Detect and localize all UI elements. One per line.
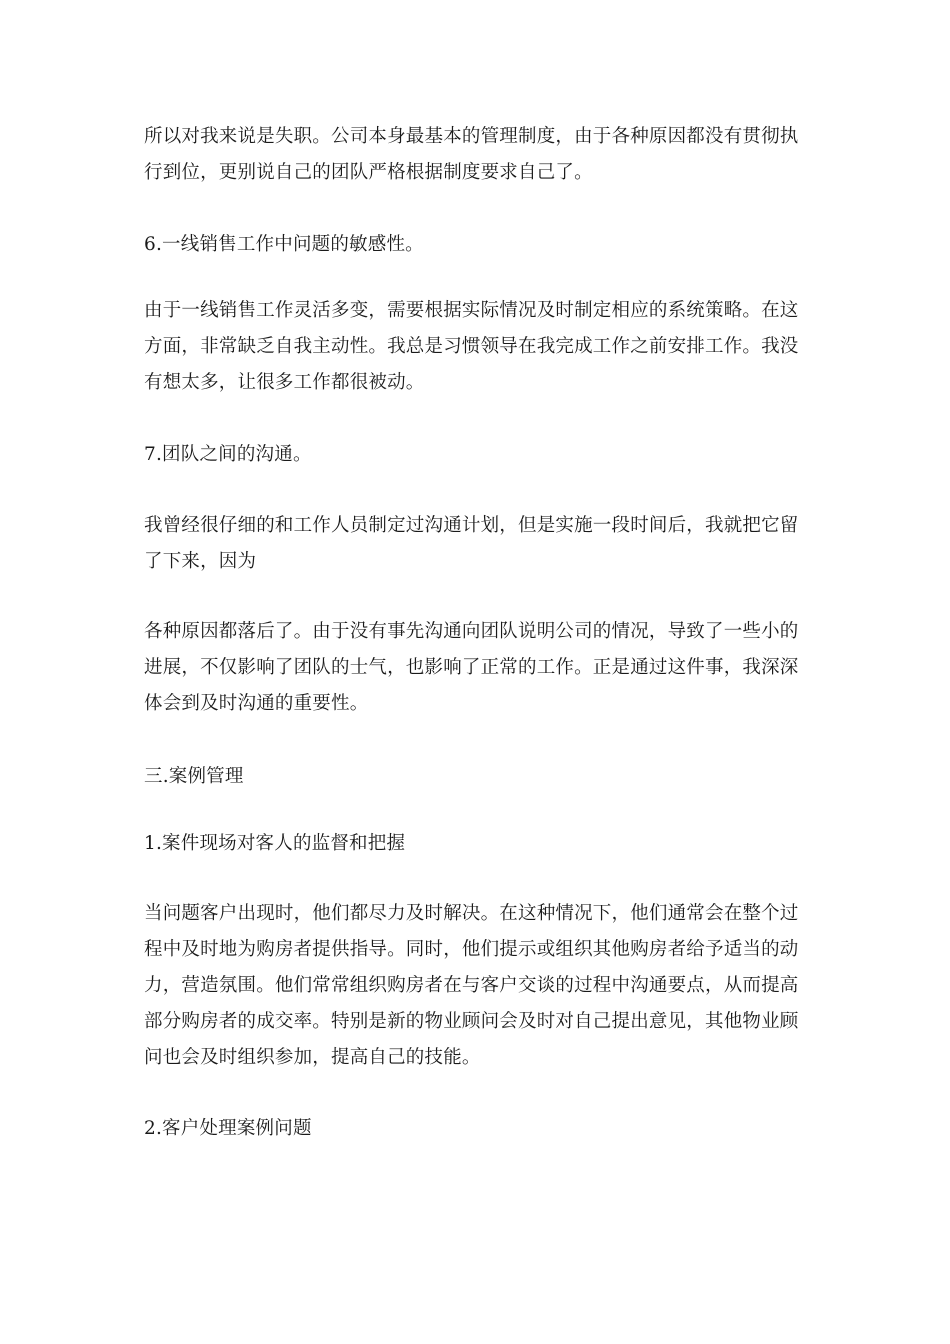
- paragraph-communication-lesson: 各种原因都落后了。由于没有事先沟通向团队说明公司的情况，导致了一些小的进展，不仅影响了团队的士气，也影响了正常的工作。正是通过这件事，我深深体会到及时沟通的重要性。: [144, 621, 799, 714]
- paragraph-communication-plan: 我曾经很仔细的和工作人员制定过沟通计划，但是实施一段时间后，我就把它留了下来，因为: [144, 515, 799, 572]
- paragraph-dereliction: 所以对我来说是失职。公司本身最基本的管理制度，由于各种原因都没有贯彻执行到位，更别说自己的团队严格根据制度要求自己了。: [144, 126, 799, 183]
- heading-sales-sensitivity: 6.一线销售工作中问题的敏感性。: [144, 234, 424, 255]
- heading-customer-case-issues: 2.客户处理案例问题: [144, 1118, 312, 1139]
- paragraph-problem-customers: 当问题客户出现时，他们都尽力及时解决。在这种情况下，他们通常会在整个过程中及时地为购房者提供指导。同时，他们提示或组织其他购房者给予适当的动力，营造氛围。他们常常组织购房者在与客户交谈的过程中沟通要点，从而提高部分购房者的成交率。特别是新的物业顾问会及时对自己提出意见，其他物业顾问也会及时组织参加，提高自己的技能。: [144, 903, 799, 1068]
- paragraph-sales-initiative: 由于一线销售工作灵活多变，需要根据实际情况及时制定相应的系统策略。在这方面，非常缺乏自我主动性。我总是习惯领导在我完成工作之前安排工作。我没有想太多，让很多工作都很被动。: [144, 300, 799, 393]
- heading-case-management: 三.案例管理: [144, 766, 244, 787]
- heading-team-communication: 7.团队之间的沟通。: [144, 444, 312, 465]
- heading-onsite-supervision: 1.案件现场对客人的监督和把握: [144, 833, 406, 854]
